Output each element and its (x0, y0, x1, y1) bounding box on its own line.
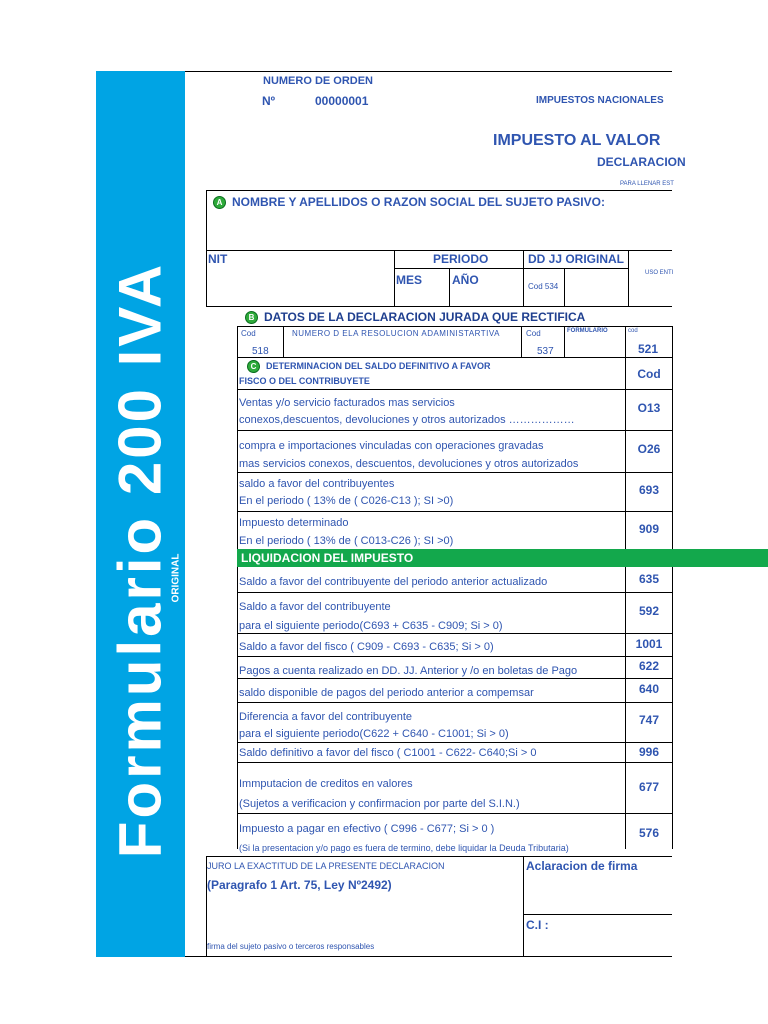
aclaracion-label: Aclaracion de firma (526, 859, 638, 873)
row-o26-line2: mas servicios conexos, descuentos, devoluciones y otros autorizados (239, 458, 579, 470)
cod-518-label: Cod (241, 329, 256, 338)
nit-label: NIT (208, 252, 228, 266)
row-677-code: 677 (638, 780, 660, 794)
cod-537-label: Cod (526, 329, 541, 338)
instructions-note: PARA LLENAR EST (620, 181, 674, 187)
row-1001-code: 1001 (635, 637, 663, 651)
row-o13-code: O13 (637, 401, 661, 415)
firma-label: firma del sujeto pasivo o terceros responsables (207, 942, 375, 951)
row-592-code: 592 (638, 604, 660, 618)
row-635-code: 635 (638, 572, 660, 586)
page-subtitle: DECLARACION (597, 155, 686, 169)
row-693-line2: En el periodo ( 13% de ( C026-C13 ); SI >0) (239, 495, 454, 507)
row-996-line1: Saldo definitivo a favor del fisco ( C1001 - C622- C640;Si > 0 (239, 747, 537, 759)
juro-label: JURO LA EXACTITUD DE LA PRESENTE DECLARACION (207, 861, 445, 871)
header-top-rule (185, 71, 672, 72)
row-576-line1: Impuesto a pagar en efectivo ( C996 - C677; Si > 0 ) (239, 823, 495, 835)
row-o26-line1: compra e importaciones vinculadas con operaciones gravadas (239, 440, 544, 452)
liquidacion-bar: LIQUIDACION DEL IMPUESTO (237, 549, 768, 567)
cod-column-header: Cod (637, 367, 661, 381)
row-677-line1: Immputacion de creditos en valores (239, 778, 413, 790)
row-576-line2: (Si la presentacion y/o pago es fuera de termino, debe liquidar la Deuda Tributaria) (239, 843, 569, 853)
row-693-line1: saldo a favor del contribuyentes (239, 478, 395, 490)
section-c-heading-line2: FISCO O DEL CONTRIBUYETE (239, 376, 370, 386)
page-title: IMPUESTO AL VALOR (493, 132, 661, 149)
row-592-line2: para el siguiente periodo(C693 + C635 - C909; Si > 0) (239, 620, 503, 632)
number-symbol: Nº (262, 94, 276, 108)
row-640-line1: saldo disponible de pagos del periodo anterior a compemsar (239, 687, 534, 699)
row-909-line1: Impuesto determinado (239, 517, 349, 529)
section-a-marker: A (213, 196, 226, 209)
ddjj-original-label: DD JJ ORIGINAL (528, 252, 625, 266)
row-o13-line1: Ventas y/o servicio facturados mas servicios (239, 397, 455, 409)
order-number-value: 00000001 (315, 94, 369, 108)
row-909-code: 909 (638, 522, 660, 536)
row-693-code: 693 (638, 483, 660, 497)
cod-537-value: 537 (537, 346, 554, 357)
periodo-label: PERIODO (433, 252, 489, 266)
row-635-line1: Saldo a favor del contribuyente del periodo anterior actualizado (239, 576, 548, 588)
resolucion-label: NUMERO D ELA RESOLUCION ADAMINISTARTIVA (292, 329, 500, 338)
row-576-code: 576 (638, 826, 660, 840)
section-c-marker: C (247, 360, 260, 373)
order-number-label: NUMERO DE ORDEN (263, 75, 374, 87)
cod-521-value: 521 (638, 342, 659, 356)
row-622-line1: Pagos a cuenta realizado en DD. JJ. Anterior y /o en boletas de Pago (239, 665, 578, 677)
row-677-line2: (Sujetos a verificacion y confirmacion por parte del S.I.N.) (239, 798, 520, 810)
section-b-marker: B (245, 311, 258, 324)
row-1001-line1: Saldo a favor del fisco ( C909 - C693 - C635; Si > 0) (239, 641, 494, 653)
row-592-line1: Saldo a favor del contribuyente (239, 601, 391, 613)
section-c-heading: C DETERMINACION DEL SALDO DEFINITIVO A FAVOR (247, 360, 491, 373)
row-622-code: 622 (638, 659, 660, 673)
row-o13-line2: conexos,descuentos, devoluciones y otros autorizados ……………… (239, 414, 575, 426)
row-996-code: 996 (638, 745, 660, 759)
uso-entidad-label: USO ENTI (645, 270, 674, 276)
row-640-code: 640 (638, 682, 660, 696)
formulario-label: FORMULARIO (567, 328, 608, 334)
cod-518-value: 518 (252, 346, 269, 357)
row-909-line2: En el periodo ( 13% de ( C013-C26 ); SI >0) (239, 535, 454, 547)
paragrafo-label: (Paragrafo 1 Art. 75, Ley Nº2492) (207, 878, 392, 892)
agency-name: IMPUESTOS NACIONALES (536, 95, 664, 106)
section-b-heading: B DATOS DE LA DECLARACION JURADA QUE RECTIFICA (245, 310, 585, 324)
row-747-line1: Diferencia a favor del contribuyente (239, 711, 413, 723)
cod-521-label: cod (628, 328, 638, 334)
row-747-code: 747 (638, 713, 660, 727)
row-o26-code: O26 (637, 442, 661, 456)
mes-label: MES (396, 273, 423, 287)
row-747-line2: para el siguiente periodo(C622 + C640 - C1001; Si > 0) (239, 728, 509, 740)
anio-label: AÑO (452, 273, 479, 287)
section-a-heading: A NOMBRE Y APELLIDOS O RAZON SOCIAL DEL SUJETO PASIVO: (213, 195, 605, 209)
cod-534-label: Cod 534 (528, 282, 559, 291)
ci-label: C.I : (526, 918, 549, 932)
